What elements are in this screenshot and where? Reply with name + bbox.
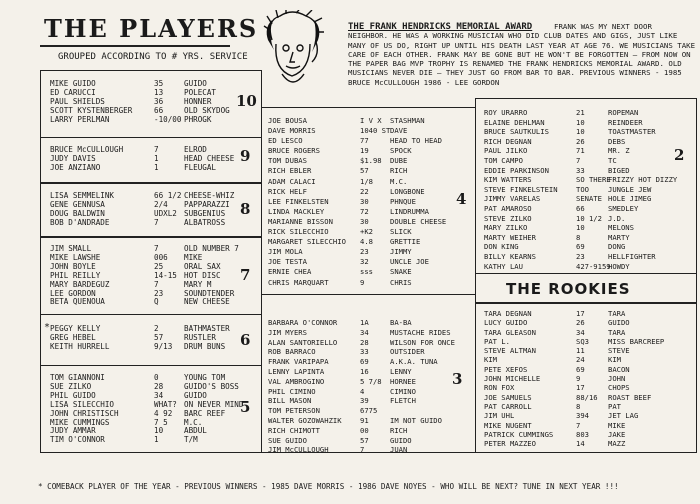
player-row: JIMMY VARELAS SENATE HOLE JIMEG [484,194,652,204]
player-row: LISA SILECCHIO WHAT? ON NEVER MIND [50,399,244,409]
player-row: JIM MYERS 34 MUSTACHE RIDES [268,327,451,337]
player-row: TOM CAMPO 7 TC [484,155,617,165]
player-row: RON FOX 17 CHOPS [484,383,630,393]
player-row: TARA DEGNAN 17 TARA [484,309,626,318]
group-number-9: 9 [240,147,251,165]
player-row: MARIANNE BISSON 30 DOUBLE CHEESE [268,216,447,226]
player-row: MIKE GUIDO 35 GUIDO [50,79,207,88]
player-row: CHRIS MARQUART 9 CHRIS [268,277,412,287]
group-number-10: 10 [236,92,257,110]
player-row: BRUCE ROGERS 19 SPOCK [268,146,412,156]
player-row: BRUCE SAUTKULIS 10 TOASTMASTER [484,127,656,137]
player-row: ED CARUCCI 13 POLECAT [50,87,217,97]
player-row: TOM PETERSON 6775 [268,406,378,416]
player-row: JOE SAMUELS 88/16 ROAST BEEF [484,392,652,402]
award-paragraph: FRANK WAS MY NEXT DOOR NEIGHBOR. HE WAS A WORKING MUSICIAN WHO DID CLUB DATES AND GIGS, JUST LIKE MANY OF US DO, RIGHT UP UNTIL HIS DEATH LAST YEAR AT AGE 76. WE MUSICIANS TAKE CARE OF EACH OTHER. FRANK MAY BE GONE BUT HE WON'T BE FORGOTTEN — FROM NOW ON THE PAPER BAG MVP TROPHY IS RENAMED THE FRANK HENDRICKS MEMORIAL AWARD. OLD MUSICIANS NEVER DIE — THEY JUST GO FROM BAR TO BAR. PREVIOUS WINNERS - 1985 BRUCE McCULLOUGH 1986 - LEE GORDON [348,22,696,87]
player-row: ELAINE DEHLMAN 10 REINDEER [484,117,643,127]
player-row: ROY URARRO 21 ROPEMAN [484,108,639,117]
player-row: KEITH HURRELL 9/13 DRUM BUNS [50,341,226,351]
player-row: ERNIE CHEA sss SNAKE [268,267,412,277]
player-row: DAVE MORRIS 1040 ST DAVE [268,126,408,136]
player-row: JUDY AMMAR 10 ABDUL [50,426,207,436]
player-row: KIM WATTERS SO THERE FRIZZY HOT DIZZY [484,175,678,185]
player-row: LEE GORDON 23 SOUNDTENDER [50,288,235,298]
page-title: THE PLAYERS [44,14,259,43]
page-subtitle: GROUPED ACCORDING TO # YRS. SERVICE [58,52,248,62]
player-row: JIM UHL 394 JET LAG [484,411,639,421]
footer-note: * COMEBACK PLAYER OF THE YEAR - PREVIOUS WINNERS - 1985 DAVE MORRIS - 1986 DAVE NOYES - WHO WILL BE NEXT? TUNE IN NEXT YEAR !!! [38,482,619,491]
player-row: MARY ZILKO 10 MELONS [484,223,634,233]
player-row: JIM MOLA 23 JIMMY [268,247,412,257]
player-row: PHIL REILLY 14-15 HOT DISC [50,270,221,280]
player-row: GENE GENNUSA 2/4 PAPPARAZZI [50,199,230,209]
player-row: RICH EBLER 57 RICH [268,166,408,176]
player-row: TIM O'CONNOR 1 T/M [50,435,198,445]
player-row: JOE ANZIANO 1 FLEUGAL [50,162,217,172]
player-row: STEVE FINKELSTEIN TOO JUNGLE JEW [484,184,652,194]
player-row: DON KING 69 DONG [484,242,626,252]
group-4-list [268,116,446,288]
player-row: PHIL CIMINO 4 CIMINO [268,386,416,396]
player-row: LARRY PERLMAN -10/00 PHROGK [50,114,212,124]
player-row: SCOTT KYSTENBERGER 66 OLD SKYDOG [50,105,230,115]
player-row: PETE XEFOS 69 BACON [484,364,630,374]
player-row: GREG HEBEL 57 RUSTLER [50,332,217,342]
player-row: PAT CARROLL 8 PAT [484,401,621,411]
player-row: MARGARET SILECCHIO 4.8 GRETTIE [268,237,421,247]
frank-portrait-drawing [262,10,324,90]
player-row: TARA GLEASON 34 TARA [484,327,626,337]
player-row: JIM SMALL 7 OLD NUMBER 7 [50,244,239,253]
player-row: SUE ZILKO 28 GUIDO'S BOSS [50,381,239,391]
player-row: PETER MAZZEO 14 MAZZ [484,439,626,449]
player-row: RICK HELF 22 LONGBONE [268,186,425,196]
player-row: SUE GUIDO 57 GUIDO [268,435,412,445]
divider-8-7 [40,236,262,238]
player-row: RICH CHIMOTT 00 RICH [268,425,408,435]
player-row: EDDIE PARKINSON 33 BIGED [484,165,630,175]
player-row: MARTY WEIHER 8 MARTY [484,232,630,242]
rookies-title: THE ROOKIES [506,280,631,298]
player-row: PAT L. SQ3 MISS BARCREEP [484,336,665,346]
group-number-3: 3 [452,370,463,388]
player-row: BOB D'ANDRADE 7 ALBATROSS [50,217,226,227]
rookies-divider [475,302,697,304]
group-number-7: 7 [240,266,251,284]
divider-9-8 [40,182,262,184]
player-row: PAT AMAROSO 66 SMEDLEY [484,203,639,213]
player-row: LISA SEMMELINK 66 1/2 CHEESE-WHIZ [50,191,235,200]
player-row: ED LESCO 77 HEAD TO HEAD [268,136,442,146]
player-row: LENNY LAPINTA 16 LENNY [268,366,412,376]
group-7-list [50,245,239,307]
player-row: JOE TESTA 32 UNCLE JOE [268,257,429,267]
player-row: FRANK VARIPAPA 69 A.K.A. TUNA [268,357,438,367]
player-row: MARY BARDEGUZ 7 MARY M [50,279,212,289]
player-row: ALAN SANTORIELLO 28 WILSON FOR ONCE [268,337,455,347]
group-number-5: 5 [240,398,251,416]
group-6-list [50,325,230,352]
player-row: JUDY DAVIS 1 HEAD CHEESE [50,153,235,163]
player-row: RICK SILECCHIO +K2 SLICK [268,227,412,237]
group-3-list [268,318,455,455]
group-9-list [50,146,234,173]
player-row: RICH DEGNAN 26 DEBS [484,136,626,146]
group-number-8: 8 [240,200,251,218]
player-row: BETA QUENOUA Q NEW CHEESE [50,297,230,307]
player-row: LEE FINKELSTEN 30 PHNQUE [268,196,416,206]
title-underline [40,45,230,47]
player-row: TOM GIANNONI 0 YOUNG TOM [50,373,226,382]
group-8-list [50,192,234,228]
player-row: PEGGY KELLY 2 BATHMASTER [50,324,230,333]
player-row: KATHY LAU 427-9159 HOWDY [484,261,630,271]
player-row: PAUL SHIELDS 36 HONNER [50,96,212,106]
player-row: BRUCE McCULLOUGH 7 ELROD [50,145,207,154]
player-row: ROB BARRACO 33 OUTSIDER [268,347,425,357]
player-row: LINDA MACKLEY 72 LINDRUMMA [268,206,429,216]
player-row: JOHN MICHELLE 9 JOHN [484,374,626,384]
player-row: PAUL JILKO 71 MR. Z [484,146,630,156]
group-10-list [50,80,230,125]
player-row: TOM DUBAS $1.98 DUBE [268,156,408,166]
player-row: WALTER GOZOWAHZIK 91 IM NOT GUIDO [268,415,442,425]
player-row: KIM 24 KIM [484,355,621,365]
comeback-star-mark: * [44,322,51,333]
player-row: JOHN CHRISTISCH 4 92 BARC REEF [50,408,226,418]
player-row: ADAM CALACI 1/8 M.C. [268,176,408,186]
group-5-list [50,374,243,445]
player-row: PHIL GUIDO 34 GUIDO [50,390,207,400]
player-row: PATRICK CUMMINGS 803 JAKE [484,429,626,439]
group-number-4: 4 [456,190,467,208]
player-row: BARBARA O'CONNOR 1A BA-BA [268,318,412,327]
player-row: MIKE LAWSHE 006 MIKE [50,252,203,262]
group-number-2: 2 [674,146,685,164]
player-row: JIM McCULLOUGH 7 JUAN [268,445,408,455]
player-row: JOHN BOYLE 25 ORAL SAX [50,261,221,271]
group-2-list [484,108,677,271]
player-row: MIKE CUMMINGS 7 5 M.C. [50,417,203,427]
player-row: DOUG BALDWIN UDXL2 SUBGENIUS [50,208,226,218]
player-row: STEVE ZILKO 10 1/2 J.D. [484,213,626,223]
award-title: THE FRANK HENDRICKS MEMORIAL AWARD [348,22,533,32]
player-row: VAL AMBROGINO 5 7/8 HORNEE [268,376,416,386]
player-row: BILL MASON 39 FLETCH [268,396,416,406]
player-row: STEVE ALTMAN 11 STEVE [484,346,630,356]
player-row: LUCY GUIDO 26 GUIDO [484,318,630,328]
player-row: JOE BOUSA I V X STASHMAN [268,116,425,125]
player-row: BILLY KEARNS 23 HELLFIGHTER [484,251,656,261]
player-row: MIKE NUGENT 7 MIKE [484,420,626,430]
rookies-list [484,309,664,448]
group-number-6: 6 [240,331,251,349]
